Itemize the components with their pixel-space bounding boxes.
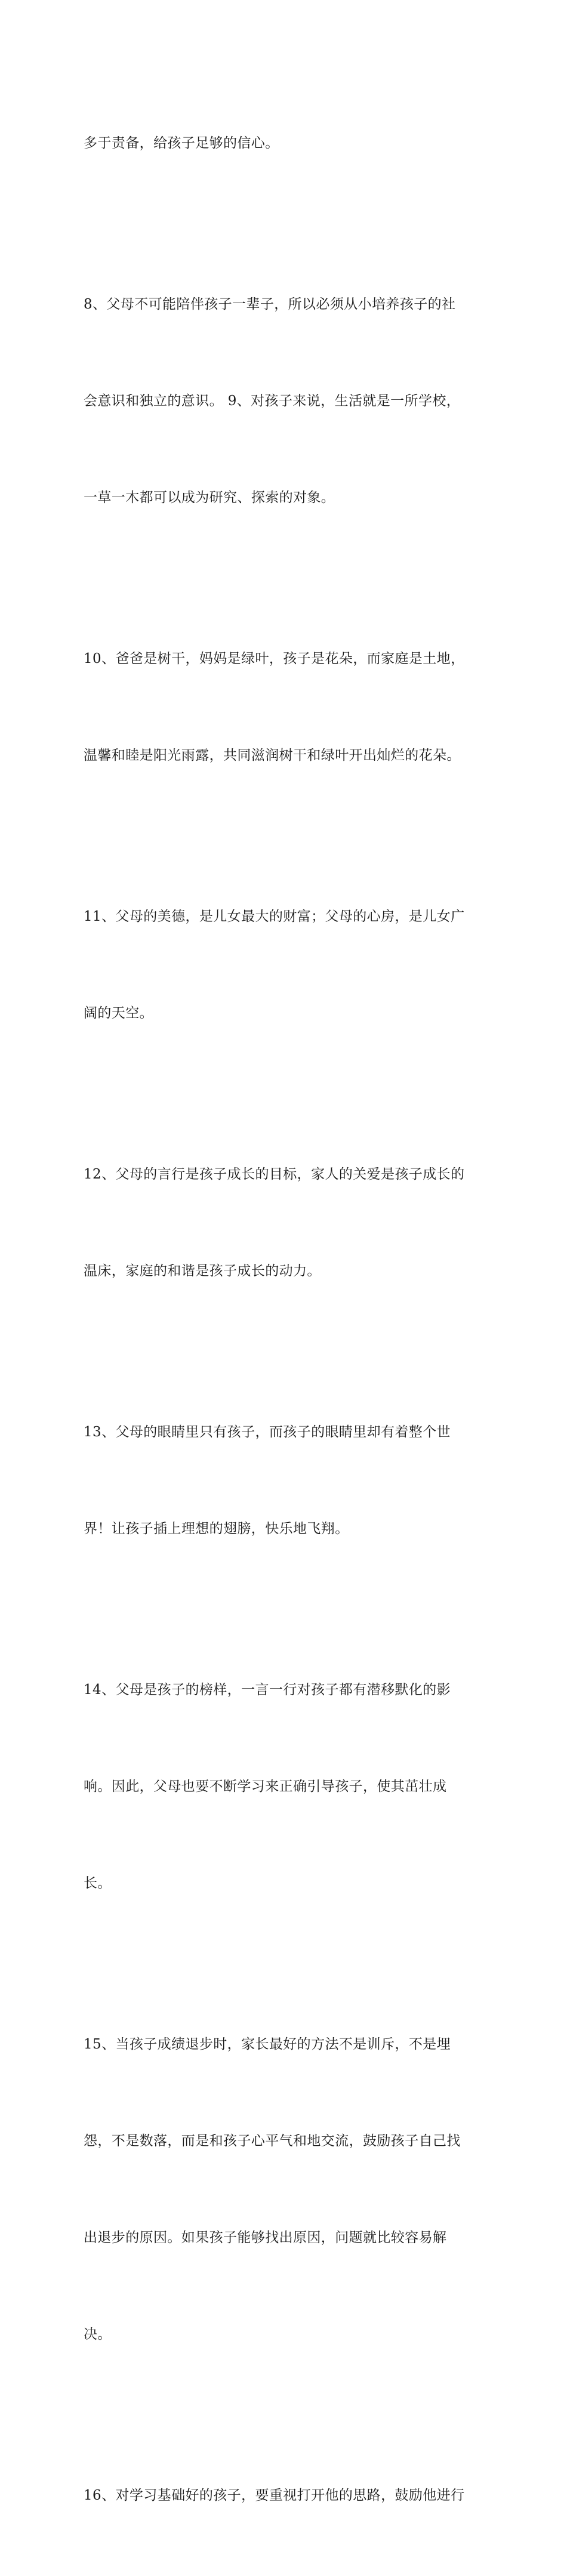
text-line: 阔的天空。	[84, 1005, 153, 1021]
text-line: 多于责备，给孩子足够的信心。	[84, 135, 279, 151]
text-line: 8、父母不可能陪伴孩子一辈子，所以必须从小培养孩子的社	[84, 297, 456, 312]
text-line: 会意识和独立的意识。 9、对孩子来说，生活就是一所学校，	[84, 393, 461, 409]
paragraph-item-15	[84, 1964, 489, 2415]
text-line: 10、爸爸是树干，妈妈是绿叶，孩子是花朵，而家庭是土地，	[84, 651, 465, 667]
text-line: 一草一木都可以成为研究、探索的对象。	[84, 490, 335, 505]
text-line: 14、父母是孩子的榜样，一言一行对孩子都有潜移默化的影	[84, 1682, 451, 1698]
text-line: 温床，家庭的和谐是孩子成长的动力。	[84, 1263, 321, 1279]
text-line: 11、父母的美德，是儿女最大的财富；父母的心房，是儿女广	[84, 909, 465, 924]
paragraph-item-10	[84, 578, 489, 836]
text-line: 13、父母的眼睛里只有孩子，而孩子的眼睛里却有着整个世	[84, 1424, 451, 1440]
paragraph-item-8	[84, 224, 489, 578]
text-line: 长。	[84, 1875, 112, 1891]
text-line: 12、父母的言行是孩子成长的目标，家人的关爱是孩子成长的	[84, 1167, 465, 1182]
text-line: 响。因此，父母也要不断学习来正确引导孩子，使其茁壮成	[84, 1779, 447, 1794]
paragraph-item-12	[84, 1094, 489, 1352]
paragraph-item-16	[84, 2415, 489, 2576]
text-line: 怨，不是数落，而是和孩子心平气和地交流，鼓励孩子自己找	[84, 2133, 461, 2149]
text-line: 16、对学习基础好的孩子，要重视打开他的思路，鼓励他进行	[84, 2488, 465, 2503]
paragraph-item-11	[84, 836, 489, 1094]
paragraph-item-14	[84, 1609, 489, 1964]
document-body	[84, 63, 489, 2576]
text-line: 界！让孩子插上理想的翅膀，快乐地飞翔。	[84, 1521, 349, 1537]
text-line: 温馨和睦是阳光雨露，共同滋润树干和绿叶开出灿烂的花朵。	[84, 748, 461, 763]
paragraph-continuation	[84, 63, 489, 224]
text-line: 出退步的原因。如果孩子能够找出原因，问题就比较容易解	[84, 2230, 447, 2245]
text-line: 15、当孩子成绩退步时，家长最好的方法不是训斥，不是埋	[84, 2037, 451, 2052]
text-line: 决。	[84, 2327, 112, 2342]
paragraph-item-13	[84, 1352, 489, 1609]
